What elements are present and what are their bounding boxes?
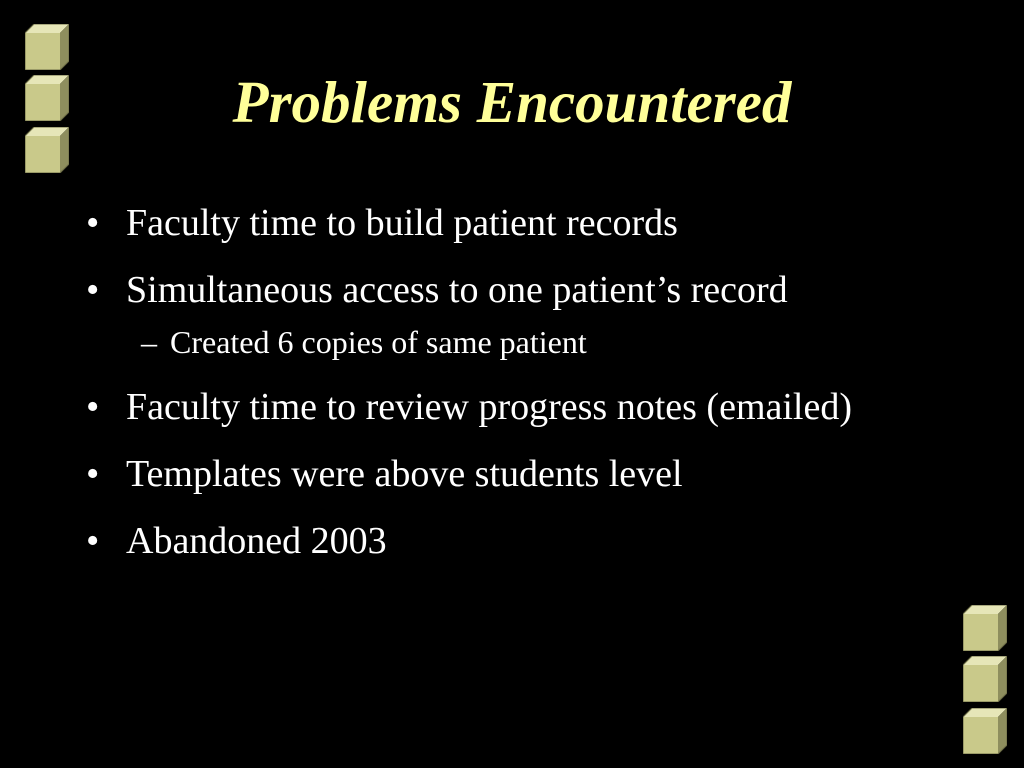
bullet-text: Templates were above students level xyxy=(126,453,683,495)
bullet-item xyxy=(86,447,986,501)
bullet-item xyxy=(86,263,986,317)
bullet-marker: • xyxy=(86,202,100,244)
bullet-marker: • xyxy=(86,386,100,428)
bullet-text: Faculty time to review progress notes (emailed) xyxy=(126,386,853,428)
bullet-marker: • xyxy=(86,453,100,495)
cube-icon xyxy=(963,656,1007,702)
bullet-item xyxy=(86,196,986,250)
bullet-text: Faculty time to build patient records xyxy=(126,202,678,244)
sub-bullet-marker: – xyxy=(141,324,157,360)
bullet-text: Simultaneous access to one patient’s record xyxy=(126,269,788,311)
bullet-item xyxy=(86,514,986,568)
sub-bullet-item xyxy=(86,324,986,360)
bullet-text: Abandoned 2003 xyxy=(126,520,387,562)
sub-bullet-text: Created 6 copies of same patient xyxy=(170,324,587,360)
cube-icon xyxy=(25,24,69,70)
bullet-marker: • xyxy=(86,269,100,311)
bullet-marker: • xyxy=(86,520,100,562)
slide-title: Problems Encountered xyxy=(232,69,792,135)
bullet-list xyxy=(86,196,986,581)
cube-icon xyxy=(963,708,1007,754)
bullet-item xyxy=(86,380,986,434)
cube-icon xyxy=(963,605,1007,651)
